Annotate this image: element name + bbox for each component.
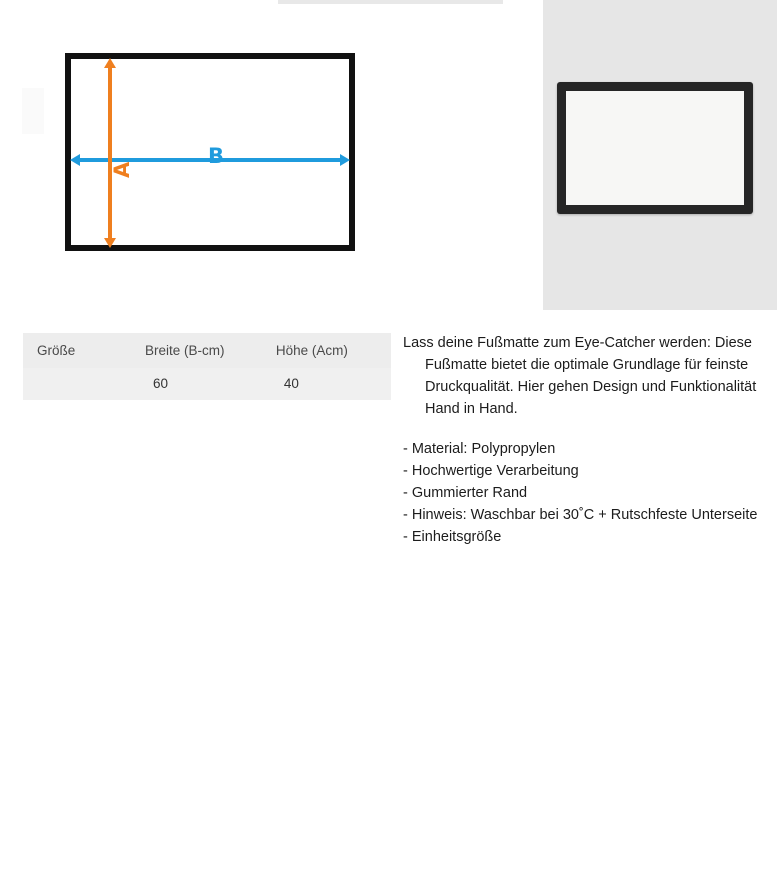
height-arrow-icon: [104, 58, 116, 248]
cell-breite: 60: [129, 368, 260, 400]
width-label: B: [208, 144, 225, 168]
top-divider-strip: [278, 0, 503, 4]
left-color-swatch: [22, 88, 44, 134]
table-row: [23, 368, 391, 400]
product-photo: [543, 0, 777, 310]
arrow-head-down-icon: [104, 238, 116, 248]
column-header-breite: Breite (B-cm): [129, 333, 260, 368]
list-item: - Material: Polypropylen: [403, 441, 556, 457]
arrow-head-right-icon: [340, 154, 350, 166]
list-item: - Hinweis: Waschbar bei 30˚C + Rutschfeste Unterseite: [403, 507, 758, 523]
doormat-surface: [566, 91, 744, 205]
description-intro: [403, 332, 763, 420]
feature-list: [403, 438, 763, 548]
doormat-frame: [557, 82, 753, 214]
table-header-row: [23, 333, 391, 368]
column-header-hoehe: Höhe (Acm): [260, 333, 391, 368]
description-intro-text: Lass deine Fußmatte zum Eye-Catcher werden: Diese Fußmatte bietet die optimale Grundlage für feinste Druckqualität. Hier gehen Design und Funktionalität Hand in Hand.: [403, 335, 757, 417]
product-description: [403, 332, 763, 548]
cell-groesse: [23, 368, 129, 400]
cell-hoehe: 40: [260, 368, 391, 400]
product-visuals-area: [0, 0, 777, 310]
size-table: [23, 333, 391, 400]
list-item: - Hochwertige Verarbeitung: [403, 463, 579, 479]
list-item: - Gummierter Rand: [403, 485, 528, 501]
list-item: - Einheitsgröße: [403, 529, 502, 545]
height-arrow-line: [108, 66, 112, 240]
column-header-groesse: Größe: [23, 333, 129, 368]
height-label: A: [110, 161, 134, 178]
dimension-diagram: [60, 48, 365, 258]
